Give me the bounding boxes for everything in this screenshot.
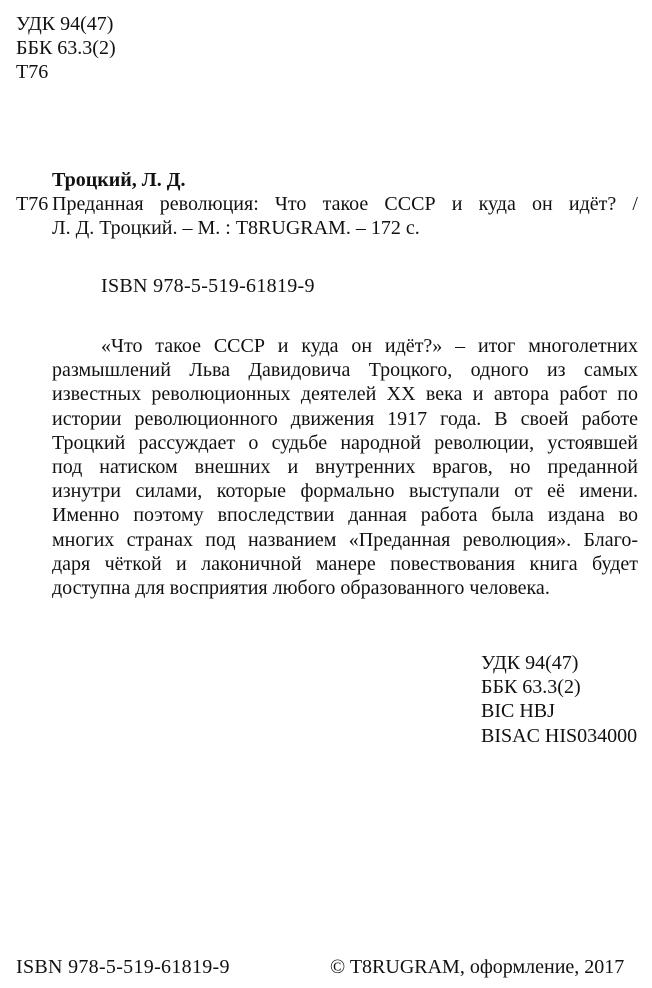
author-mark-margin: Т76	[16, 193, 49, 215]
abstract-line: размышлений Льва Давидовича Троцкого, одного из самых	[52, 359, 638, 382]
copyright-notice: © T8RUGRAM, оформление, 2017	[330, 956, 625, 978]
abstract-line: «Что такое СССР и куда он идёт?» – итог многолетних	[101, 335, 638, 357]
abstract-line: доступна для восприятия любого образованного человека.	[52, 576, 550, 599]
abstract-line: известных революционных деятелей XX века и автора работ по	[52, 383, 638, 406]
udk-code: УДК 94(47)	[481, 652, 579, 674]
abstract-line: Именно поэтому впоследствии данная работа была издана во	[52, 504, 638, 527]
author-mark: Т76	[16, 61, 49, 83]
abstract-line: под натиском внешних и внутренних врагов, но преданной	[52, 455, 638, 478]
publication-details: Л. Д. Троцкий. – М. : T8RUGRAM. – 172 с.	[52, 217, 420, 239]
footer-isbn: ISBN 978-5-519-61819-9	[16, 956, 230, 978]
bisac-code: BISAC HIS034000	[481, 724, 638, 747]
isbn-main: ISBN 978-5-519-61819-9	[101, 275, 315, 297]
abstract-line: Троцкий рассуждает о судьбе народной революции, устоявшей	[52, 431, 638, 454]
bbk-code: ББК 63.3(2)	[16, 37, 116, 59]
abstract-line: многих странах под названием «Преданная революция». Благо-	[52, 528, 638, 551]
abstract-line: даря чёткой и лаконичной манере повествования книга будет	[52, 552, 638, 575]
udk-code: УДК 94(47)	[16, 13, 114, 35]
bic-code: BIC HBJ	[481, 700, 555, 723]
author-heading: Троцкий, Л. Д.	[52, 169, 186, 191]
bbk-code: ББК 63.3(2)	[481, 676, 581, 699]
title-statement: Преданная революция: Что такое СССР и куда он идёт? /	[52, 193, 638, 215]
abstract-line: истории революционного движения 1917 года. В своей работе	[52, 407, 638, 430]
abstract-line: изнутри силами, которые формально выступали от её имени.	[52, 480, 638, 503]
abstract	[52, 334, 638, 600]
classification-block	[481, 651, 637, 748]
